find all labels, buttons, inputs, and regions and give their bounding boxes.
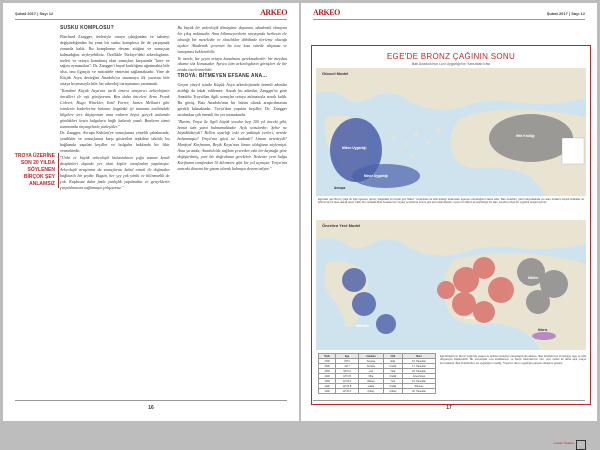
paragraph: Eberhard Zangger, tezleriyle ortaya çıktığından ve sahneyi değiştirdiğinden bu yana bir susku komplosu ile de çarpışmak zorunda kaldı. Bu komplonun devam ettiğini ve sonuçsuz kalmadığını söyleyebiliriz. Özellikle Türkiye'deki arkeologların, tezleri ve ortaya konulmuş olan sonuçları karşısında "köre ve sağıra oynamaları", Dr. Zangger'i hayal kırıklığına uğratmakta bile olsa, onu ilginçtir ve mücadele etmesini sağlamaktadır. Yine de Küçük Asya desteğini Anadolu'ya tanıtmaya ilk yazısını bile ortaya koymasıyla bile, bir arkeoloji tartışmasını yaratmadı. (60, 33, 170, 87)
table-cell: 1400 (319, 374, 336, 379)
section-title: TROYA: BİTMEYEN EFSANE ANA... (177, 73, 268, 80)
table-header: Hitit (383, 354, 402, 359)
table-cell: Mira (359, 374, 384, 379)
table-header: Anadolu (359, 354, 384, 359)
right-page (301, 3, 597, 445)
table-cell: Yeni (383, 379, 402, 384)
table-cell: Arzawa (359, 364, 384, 369)
table-cell: 1100 (319, 389, 336, 394)
map2-header: Önerilen Yeni Model (322, 223, 361, 228)
table-cell: Çöküş (359, 389, 384, 394)
table-cell: GH I (336, 364, 359, 369)
table-row (319, 389, 436, 394)
map-label: Hititler (528, 276, 539, 280)
quote-paragraph: Bu büyük bir arkeolojik dönüşüme dayanan, akademik olmayan bir çıkış noktasıdır. Ama bilinmeyenlerin arayışında herkesin ele alacağı bir meseledir ve olasılıklar dâhilinde ilerleme olacağı açıktır. Akademik çevrenin bu teze kısa sürede alışması ve tartışması beklenebilir. (177, 25, 287, 54)
table-header: Ege (336, 354, 359, 359)
table-header: Tarih (319, 354, 336, 359)
table-cell: 1300 (319, 379, 336, 384)
page-footer (15, 400, 287, 416)
quote-paragraph: "Kendimi Küçük Asya'nın tarih öncesi araştırıcı arkeolojinin öncülleri ile eşit görüyorum: Ben daha önceleri Arno Frank Colvert, Hugo Winckler, Emil Forrer, James Mellaart gibi isimlerin kaderlerine bakınız; bugünkü iyi tanınma tarihindeki bilgilere ters düşüyorum ama onların hepsi gerçek anlamda gördükleri kesin bulgulara bağlı kalarak yazdı. Bunların tümü zamanında önyargılarla yüzleştiler." (60, 88, 170, 129)
infographic-subtitle: Batı Anadolu'nun Luvi Uygarlığı'nın Yansıtılan ırası (411, 62, 491, 66)
table-cell: 15. Hanedan (403, 359, 436, 364)
magazine-spread (3, 3, 597, 445)
qr-code-icon (576, 440, 586, 450)
table-cell: Assuwa (359, 359, 384, 364)
table-caption: Ege Bölgesi'nin Bronz Çağı'nda yaşanmış tarihsel süreçlerin karşılaştırmalı tablosu. Batı Anadolu'nun kronolojisi, Ege ve Hitit dünyasıyla ilişkilendirilir. Bu kronolojide Luvi krallıklarının ve Deniz Kavimleri'nin rolü, yeni model ile daha açık ortaya konmaktadır. Batı Anadolu'da Luvi uygarlığının varlığı, Troya'nın da bu uygarlığın parçası olduğunu gösterir. (440, 355, 586, 365)
infographic-box (311, 45, 591, 445)
table-cell: GH II A (336, 369, 359, 374)
map-label: Hitit Krallığı (516, 134, 535, 138)
map-label: Miken Uygarlığı (342, 146, 367, 150)
table-cell: OH II (336, 359, 359, 364)
paragraph: Geçen yüzyıl içinde Küçük Asya arkeolojisinde önemli adımlar atıldığı da inkâr edilemez. Ancak bu adımlar, Zangger'in göre Anadolu Troya'dan ilgili sonuçlar ortaya atılmasıyla sınırlı kaldı. Bu görüş, Batı Anadolu'nun bir bütün olarak araştırılmasını gerekli kılmaktadır. Troya'dan yapılan keşifler, Dr. Zangger tarafından çok önemli bir yer tutmaktadır. (177, 82, 287, 117)
section-title: SUSKU KOMPLOSU? (60, 25, 114, 31)
magazine-logo: ARKEO (313, 8, 340, 17)
table-cell: Wilusa (359, 379, 384, 384)
table-cell: 1500 (319, 369, 336, 374)
table-cell: Orta (383, 369, 402, 374)
table-cell: Luvi (359, 369, 384, 374)
issue-date: Şubat 2017 | Sayı 12 (15, 11, 54, 16)
table-cell: 19. Hanedan (403, 379, 436, 384)
page-header (15, 8, 287, 22)
table-cell: GH III A (336, 379, 359, 384)
table-cell: Krallık (383, 364, 402, 369)
article-column-2 (178, 25, 288, 391)
map1-header: Güncel Model (322, 71, 349, 76)
chronology-table (318, 353, 436, 394)
table-cell: Amenhotep (403, 374, 436, 379)
page-number: 16 (148, 405, 154, 411)
table-cell: Krallık (383, 384, 402, 389)
page-footer (313, 400, 585, 416)
table-cell: 18. Hanedan (403, 369, 436, 374)
issue-date: Şubat 2017 | Sayı 12 (546, 11, 585, 16)
left-page (3, 3, 299, 421)
paragraph: Dr. Zangger, Avrupa Kültürü'ye sonuçlarına yönelik çabalarında, yenilikler ve sonuçlarına karşı gösterilen tepkilere takıldı; bu bağlamda yapılan keşifler ve bulgular hakkında bir fikir vermektedir. (60, 130, 170, 154)
table-cell: 1600 (319, 364, 336, 369)
magazine-logo: ARKEO (260, 8, 287, 17)
table-cell: 20. Hanedan (403, 389, 436, 394)
map-label: Luviler (464, 316, 475, 320)
table-cell: GH III C (336, 389, 359, 394)
article-columns (60, 25, 287, 391)
map-label: Avrupa (334, 186, 346, 190)
map-label: Kıbrıs (538, 328, 548, 332)
table-cell: Eski (383, 359, 402, 364)
table-cell: Krallık (383, 374, 402, 379)
map-current-model (316, 68, 586, 196)
quote-paragraph: "Benim, Troya ile ilgili büyük sorular hep 100 yıl önceki gibi, henüz tam yanıt bulmamaktadır. Açık sorulardır: Şehir ne büyüklükteydi? Hellen uyarlığı eski ve yaklaşık yerleri, nerede bulunmuştu? Troya'nın gücü ne kadardı? Liman neredeydi? Manfred Korfmann, Beşik Koyu'nun liman olduğunu söylemişti. Ama şu anda, Anadolu'da sağlam çevreden eski bir kaynağa göre değiştirilmiş, yeni bir doğrulama gerektirir. Nedense yeni bulgu Korfmann tarafından 10 kilometre gibi bir yol açmıştır. Troya'nın sonraki dönemi bir gizem olarak kalmaya devam ediyor." (177, 118, 287, 171)
quote-paragraph: Ve özetle, bir şeyin ortaya konulması gerekmektedir; bir meydan okuma söz konusudur. Ayrıca tüm arkeologların görüşleri de bir arada incelenmelidir. (177, 55, 287, 73)
table-cell: 1200 (319, 384, 336, 389)
map-label: Mikenler (356, 324, 370, 328)
page-header (313, 8, 585, 22)
image-credit: Luwian Studies (553, 441, 574, 445)
table-header: Mısır (403, 354, 436, 359)
table-cell: 1700 (319, 359, 336, 364)
table-cell: GH II B (336, 374, 359, 379)
map1-caption: Ege'deki geç Bronz Çağı ile ilgili egemen görüş, bölgedeki iki büyük güç Miken Yunanistan ile Hitit krallığı tarafından egemen olunduğunu kabul eder. Batı Anadolu, yazılı kaynaklarda yer alan birtakım küçük krallıklar ile bölünmüş bir alan olarak tasvir edilir. Bu modelde Batı Anadolu'nun siyasi ve kültürel önemi göz ardı edilmektedir; oysa Luvi dilinin konuşulduğu bu alan, kendine özgü bir uygarlık oluşturuyordu. (318, 198, 584, 205)
table-cell: Lukka (359, 384, 384, 389)
page-number: 17 (446, 405, 452, 411)
table-cell: Çöküş (383, 389, 402, 394)
article-column-1 (60, 25, 170, 391)
pull-quote: TROYA ÜZERİNE SON 20 YILDA SÖYLENEN BİRÇOK ŞEY ANLAMSIZ (11, 153, 55, 188)
infographic-title: EGE'DE BRONZ ÇAĞININ SONU (386, 52, 516, 61)
table-cell: 17. Hanedan (403, 364, 436, 369)
table-cell: Ramses (403, 384, 436, 389)
table-cell: GH III B (336, 384, 359, 389)
map-label: Minor Uygarlığı (364, 174, 388, 178)
quote-paragraph: "Ünlü ve büyük arkeolojik buluntuların çoğu zaman kendi disiplinleri dışında yer alan kişiler tarafından yapılmıştır. Arkeolojik araştırma da sonuçlarını kabul etmek ile doğrudan bağlantılı bir şeydir. Bugün, her şey çok yönlü ve bilinmezlik de çok. Kuşkusuz daha fazla yanlışlık yapılmakta ve gerçeklerin çarpıtılmasını sağlamaya çalışıyoruz." (60, 155, 170, 190)
